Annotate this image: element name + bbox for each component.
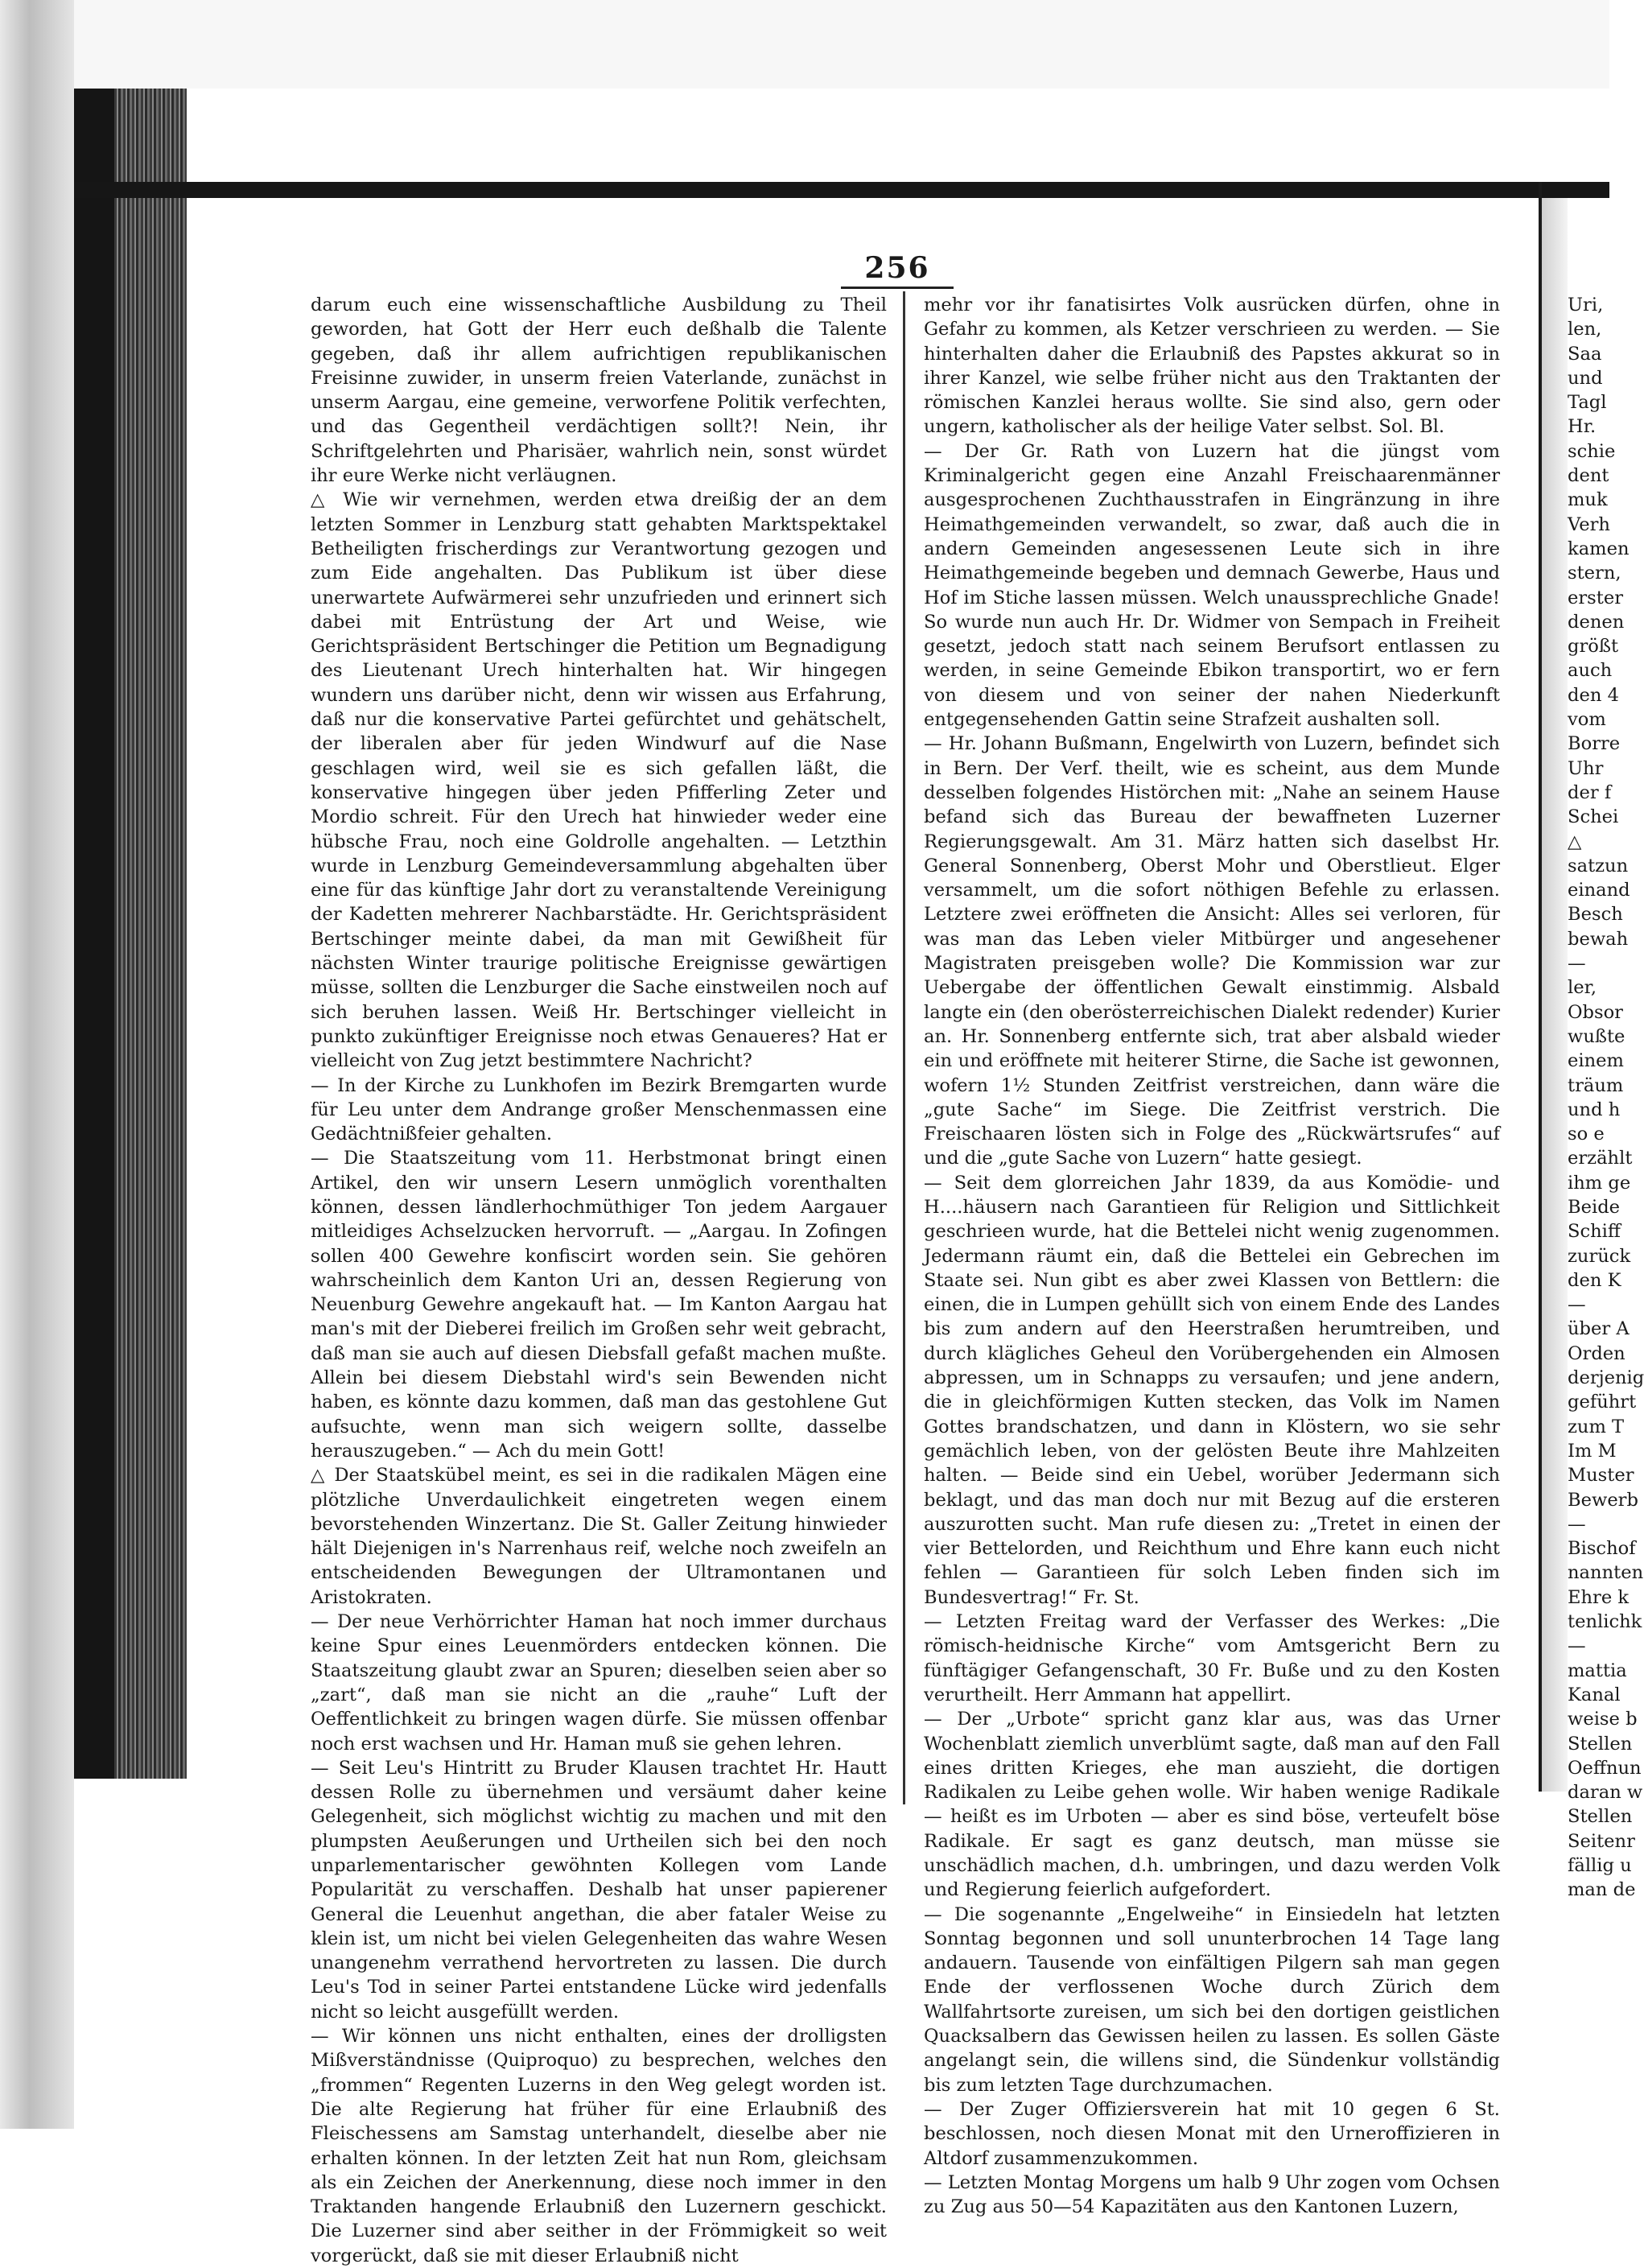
- right-column-line: daran w: [1568, 1782, 1643, 1804]
- left-column: [311, 293, 887, 2266]
- right-column-line: so e: [1568, 1124, 1605, 1145]
- article-paragraph: — Seit Leu's Hintritt zu Bruder Klausen trachtet Hr. Hautt dessen Rolle zu übernehmen und versäumt daher keine Gelegenheit, sich möglichst wichtig zu machen und mit den plumpsten Aeußerungen und Urtheilen sich bei den noch unparlementarischer gewöhnten Kollegen vom Lande Popularität zu verschaffen. Deshalb hat unser papierener General die Leuenhut angethan, die aber fataler Weise zu klein ist, um nicht bei vielen Gelegenheiten das wahre Wesen unangenehm verrathend hervortreten zu lassen. Die durch Leu's Tod in seiner Partei entstandene Lücke wird jedenfalls nicht so leicht ausgefüllt werden.: [311, 1757, 887, 2023]
- right-column-line: wußte: [1568, 1025, 1625, 1047]
- right-column-line: Obsor: [1568, 1001, 1623, 1023]
- right-column-line: Stellen: [1568, 1806, 1633, 1828]
- article-paragraph: mehr vor ihr fanatisirtes Volk ausrücken dürfen, ohne in Gefahr zu kommen, als Ketzer verschrieen zu werden. — Sie hinterhalten daher die Erlaubniß des Papstes akkurat so in ihrer Kanzel, wie selbe früher nicht aus den Traktanten der römischen Kanzlei heraus wollte. Sie sind also, gern oder ungern, katholischer als der heilige Vater selbst. Sol. Bl.: [924, 295, 1500, 438]
- article-paragraph: — Hr. Johann Bußmann, Engelwirth von Luzern, befindet sich in Bern. Der Verf. theilt, wie es scheint, aus dem Munde desselben folgendes Histörchen mit: „Nahe an seinem Hause befand sich das Bureau der bewaffneten Luzerner Regierungsgewalt. Am 31. März hatten sich daselbst Hr. General Sonnenberg, Oberst Mohr und Oberstlieut. Elger versammelt, um die sofort nöthigen Befehle zu erlassen. Letztere zwei eröffneten die Ansicht: Alles sei verloren, für was man das Leben vieler Mitbürger und angesehener Magistraten preisgeben wolle? Die Kommission war zur Uebergabe der öffentlichen Gewalt einstimmig. Alsbald langte ein (den oberösterreichischen Dialekt redender) Kurier an. Hr. Sonnenberg entfernte sich, trat aber alsbald wieder ein und eröffnete mit heiterer Stirne, die Sache ist gewonnen, wofern 1½ Stunden Zeitfrist verstreichen, dann wäre die „gute Sache“ im Siege. Die Zeitfrist verstrich. Die Freischaaren lösten sich in Folge des „Rückwärtsrufes“ auf und die „gute Sache von Luzern“ hatte gesiegt.: [924, 733, 1500, 1169]
- top-page-rule: [74, 182, 1609, 198]
- right-column-line: ihm ge: [1568, 1172, 1631, 1194]
- right-column-line: Bischof: [1568, 1538, 1636, 1560]
- right-column-line: Ehre k: [1568, 1586, 1630, 1608]
- right-column-line: zurück: [1568, 1245, 1631, 1267]
- article-paragraph: — Der neue Verhörrichter Haman hat noch immer durchaus keine Spur eines Leuenmörders entdecken können. Die Staatszeitung glaubt zwar an Spuren; dieselben seien aber so „zart“, daß man sie nicht an die „rauhe“ Luft der Oeffentlichkeit zu bringen wagen dürfe. Sie müssen offenbar noch erst wachsen und Hr. Haman muß sie gehen lehren.: [311, 1611, 887, 1755]
- right-column-line: mattia: [1568, 1660, 1627, 1681]
- right-column-line: und h: [1568, 1099, 1621, 1120]
- right-column-line: —: [1568, 1294, 1586, 1316]
- right-column-line: bewah: [1568, 928, 1629, 950]
- article-paragraph: — Die Staatszeitung vom 11. Herbstmonat bringt einen Artikel, den wir unsern Lesern unmöglich vorenthalten können, dessen ländlerhochmüthiger Ton jedem Aargauer mitleidiges Achselzucken hervorruft. — „Aargau. In Zofingen sollen 400 Gewehre konfiscirt worden sein. Sie gehören wahrscheinlich dem Kanton Uri an, dessen Regierung von Neuenburg Gewehre angekauft hat. — Im Kanton Aargau hat man's mit der Dieberei freilich im Großen sehr weit gebracht, daß man sie auch auf diesen Diebsfall gefaßt machen mußte. Allein bei diesem Diebstahl wird's sein Bewenden nicht haben, es könnte dazu kommen, daß man das gestohlene Gut aufsuchte, wenn man sich weigern sollte, dasselbe herauszugeben.“ — Ach du mein Gott!: [311, 1148, 887, 1462]
- right-column-line: Orden: [1568, 1342, 1625, 1364]
- right-column-line: Kanal: [1568, 1684, 1621, 1705]
- right-column-line: schie: [1568, 440, 1616, 462]
- right-column-line: fällig u: [1568, 1855, 1632, 1876]
- right-column-line: der f: [1568, 781, 1612, 803]
- right-column-line: den K: [1568, 1269, 1621, 1291]
- right-page-column-fragment: [1568, 293, 1644, 1901]
- right-column-line: Schiff: [1568, 1221, 1621, 1243]
- right-column-line: erster: [1568, 587, 1624, 608]
- page-gutter: [1542, 198, 1568, 1792]
- right-column-line: Besch: [1568, 904, 1623, 926]
- article-paragraph: — Der Gr. Rath von Luzern hat die jüngst vom Kriminalgericht gegen eine Anzahl Freischaarenmänner ausgesprochenen Zuchthausstrafen in Eingränzung in ihre Heimathgemeinden verwandelt, so zwar, daß auch die in andern Gemeinden angesessenen Leute sich in ihre Heimathgemeinde begeben und demnach Gewerbe, Haus und Hof im Stiche lassen müssen. Welch unaussprechliche Gnade! So wurde nun auch Hr. Dr. Widmer von Sempach in Freiheit gesetzt, jedoch statt nach seinem Berufsort entlassen zu werden, in seine Gemeinde Ebikon transportirt, wo er fern von diesem und von seiner der nahen Niederkunft entgegensehenden Gattin seine Strafzeit aushalten soll.: [924, 440, 1500, 731]
- right-column-line: zum T: [1568, 1416, 1625, 1437]
- right-column-line: einem: [1568, 1050, 1624, 1072]
- right-column-line: Uhr: [1568, 757, 1604, 779]
- right-column-line: stern,: [1568, 563, 1621, 584]
- right-column-line: Borre: [1568, 733, 1621, 755]
- right-column-line: len,: [1568, 319, 1602, 340]
- article-paragraph: — Letzten Montag Morgens um halb 9 Uhr zogen vom Ochsen zu Zug aus 50—54 Kapazitäten aus den Kantonen Luzern,: [924, 2171, 1500, 2218]
- right-column-line: Uri,: [1568, 295, 1604, 315]
- article-paragraph: — Die sogenannte „Engelweihe“ in Einsiedeln hat letzten Sonntag begonnen und soll ununterbrochen 14 Tage lang andauern. Tausende von einfältigen Pilgern sah man gegen Ende der verflossenen Woche durch Zürich dem Wallfahrtsorte zureisen, um sich bei den dortigen geistlichen Quacksalbern das Gewissen heilen zu lassen. Es sollen Gäste angelangt sein, die willens sind, die Sündenkur vollständig bis zum letzten Tage durchzumachen.: [924, 1903, 1500, 2096]
- column-divider: [903, 291, 905, 1804]
- right-column-line: △: [1568, 831, 1582, 852]
- right-column-line: satzun: [1568, 855, 1629, 876]
- right-column-line: man de: [1568, 1879, 1636, 1901]
- right-column-line: auch: [1568, 660, 1613, 682]
- article-paragraph: — Der Zuger Offiziersverein hat mit 10 gegen 6 St. beschlossen, noch diesen Monat mit den Urneroffizieren in Altdorf zusammenzukommen.: [924, 2098, 1500, 2169]
- middle-column: [924, 293, 1500, 2218]
- right-column-line: muk: [1568, 489, 1608, 511]
- right-column-line: kamen: [1568, 538, 1630, 559]
- book-cover-edge: [74, 89, 114, 1779]
- article-paragraph: darum euch eine wissenschaftliche Ausbildung zu Theil geworden, hat Gott der Herr euch deßhalb die Talente gegeben, daß ihr allem aufrichtigen republikanischen Freisinne zuwider, in unserm freien Vaterlande, zunächst in unserm Aargau, eine gemeine, verworfene Politik verfechten, und das Gegentheil verdächtigen sollt?! Nein, ihr Schriftgelehrten und Pharisäer, wahrlich nein, sonst würdet ihr eure Werke nicht verläugnen.: [311, 295, 887, 487]
- page-number-underline: [841, 287, 954, 289]
- right-column-line: Tagl: [1568, 392, 1607, 414]
- right-column-line: den 4: [1568, 684, 1619, 706]
- right-column-line: ler,: [1568, 977, 1597, 999]
- right-column-line: —: [1568, 1635, 1586, 1657]
- right-column-line: —: [1568, 1513, 1586, 1535]
- right-column-line: geführt: [1568, 1392, 1637, 1413]
- article-paragraph: — Letzten Freitag ward der Verfasser des Werkes: „Die römisch-heidnische Kirche“ vom Amtsgericht Bern zu fünftägiger Gefangenschaft, 30 Fr. Buße und zu den Kosten verurtheilt. Herr Ammann hat appellirt.: [924, 1611, 1500, 1705]
- article-paragraph: — In der Kirche zu Lunkhofen im Bezirk Bremgarten wurde für Leu unter dem Andrange großer Menschenmassen eine Gedächtnißfeier gehalten.: [311, 1074, 887, 1145]
- right-column-line: erzählt: [1568, 1148, 1633, 1169]
- right-column-line: Muster: [1568, 1465, 1634, 1487]
- right-column-line: und: [1568, 367, 1603, 389]
- scan-margin-top: [74, 0, 1609, 89]
- right-column-line: weise b: [1568, 1709, 1638, 1730]
- article-paragraph: △ Der Staatskübel meint, es sei in die radikalen Mägen eine plötzliche Unverdaulichkeit eingetreten wegen einem bevorstehenden Winzertanz. Die St. Galler Zeitung hinwieder hält Diejenigen in's Narrenhaus reif, welche noch zweifeln an entscheidenden Bewegungen der Ultramontanen und Aristokraten.: [311, 1465, 887, 1608]
- right-column-line: einand: [1568, 880, 1630, 901]
- right-column-line: träum: [1568, 1074, 1624, 1096]
- article-paragraph: — Der „Urbote“ spricht ganz klar aus, was das Urner Wochenblatt ziemlich unverblümt sagte, daß man auf den Fall eines dritten Krieges, ehe man auszieht, die dortigen Radikalen zu Leibe gehen wolle. Wir haben wenige Radikale — heißt es im Urboten — aber es sind böse, verteufelt böse Radikale. Er sagt es ganz deutsch, man müsse sie unschädlich machen, d.h. umbringen, und dazu werden Volk und Regierung feierlich aufgefordert.: [924, 1709, 1500, 1901]
- article-paragraph: △ Wie wir vernehmen, werden etwa dreißig der an dem letzten Sommer in Lenzburg statt gehabten Marktspektakel Betheiligten frischerdings zur Verantwortung gezogen und zum Eide angehalten. Das Publikum ist über diese unerwartete Aufwärmerei sehr unzufrieden und erinnert sich dabei mit Entrüstung der Art und Weise, wie Gerichtspräsident Bertschinger die Petition um Begnadigung des Lieutenant Urech hinterhalten hat. Wir hingegen wundern uns darüber nicht, denn wir wissen aus Erfahrung, daß nur die konservative Partei gefürchtet und gehätschelt, der liberalen aber für jeden Windwurf auf die Nase geschlagen wird, weil sie es sich gefallen läßt, die konservative hingegen über jeden Pfifferling Zeter und Mordio schreit. Für den Urech hat hinwieder weder eine hübsche Frau, noch eine Goldrolle angehalten. — Letzthin wurde in Lenzburg Gemeindeversammlung abgehalten über eine für das künftige Jahr dort zu veranstaltende Vereinigung der Kadetten mehrerer Nachbarstädte. Hr. Gerichtspräsident Bertschinger meinte dabei, da man mit Gewißheit für nächsten Winter traurige politische Ereignisse gewärtigen müsse, sollten die Lenzburger die Sache einstweilen noch auf sich beruhen lassen. Weiß Hr. Bertschinger vielleicht in punkto zukünftiger Ereignisse noch etwas Genaueres? Hat er vielleicht von Zug jetzt bestimmtere Nachricht?: [311, 489, 887, 1072]
- right-column-line: über A: [1568, 1318, 1630, 1340]
- right-column-line: Verh: [1568, 513, 1610, 535]
- right-column-line: tenlichk: [1568, 1611, 1642, 1633]
- page-number: 256: [864, 251, 930, 285]
- right-column-line: vom: [1568, 709, 1606, 731]
- right-column-line: derjenig: [1568, 1367, 1644, 1389]
- right-column-line: nannten: [1568, 1562, 1644, 1584]
- right-column-line: —: [1568, 953, 1586, 975]
- right-column-line: Hr.: [1568, 416, 1597, 438]
- article-paragraph: — Seit dem glorreichen Jahr 1839, da aus Komödie- und H....häusern nach Garantieen für Religion und Sittlichkeit geschrieen wurde, hat die Bettelei nicht wenig zugenommen. Jedermann räumt ein, daß die Bettelei ein Gebrechen im Staate sei. Nun gibt es aber zwei Klassen von Bettlern: die einen, die in Lumpen gehüllt sich von einem Ende des Landes bis zum andern auf den Heerstraßen herumtreiben, und durch klägliches Geheul den Vorübergehenden ein Almosen abpressen, um in Schnapps zu versaufen; und jene andern, die in gleichförmigen Kutten stecken, das Volk im Namen Gottes brandschatzen, und dann in Klöstern, wo sie sehr gemächlich leben, von der gelösten Beute ihre Mahlzeiten halten. — Beide sind ein Uebel, worüber Jedermann sich beklagt, und das man doch nur mit Bezug auf die ersteren auszurotten sucht. Man rufe diesen zu: „Tretet in einen der vier Bettelorden, und Reichthum und Ehre kann euch nicht fehlen — Garantieen für solch Leben finden sich im Bundesvertrag!“ Fr. St.: [924, 1172, 1500, 1608]
- right-column-line: Beide: [1568, 1196, 1621, 1218]
- right-column-line: Seitenr: [1568, 1830, 1635, 1852]
- right-column-line: Oeffnun: [1568, 1757, 1642, 1779]
- scan-margin-left: [0, 0, 74, 2129]
- right-column-line: denen: [1568, 611, 1625, 633]
- right-column-line: größt: [1568, 636, 1619, 658]
- right-column-line: Bewerb: [1568, 1489, 1638, 1511]
- right-column-line: Schei: [1568, 806, 1619, 828]
- right-column-line: Saa: [1568, 343, 1602, 365]
- right-column-line: dent: [1568, 465, 1609, 487]
- article-paragraph: — Wir können uns nicht enthalten, eines der drolligsten Mißverständnisse (Quiproquo) zu besprechen, welches den „frommen“ Regenten Luzerns in den Weg gelegt worden ist. Die alte Regierung hat früher für eine Erlaubniß des Fleischessens am Samstag unterhandelt, dieselbe aber nie erhalten können. In der letzten Zeit hat nun Rom, gleichsam als ein Zeichen der Anerkennung, diese noch immer in den Traktanden hangende Erlaubniß den Luzernern geschickt. Die Luzerner sind aber seither in der Frömmigkeit so weit vorgerückt, daß sie mit dieser Erlaubniß nicht: [311, 2026, 887, 2266]
- right-column-line: Im M: [1568, 1440, 1617, 1462]
- right-column-line: Stellen: [1568, 1733, 1633, 1755]
